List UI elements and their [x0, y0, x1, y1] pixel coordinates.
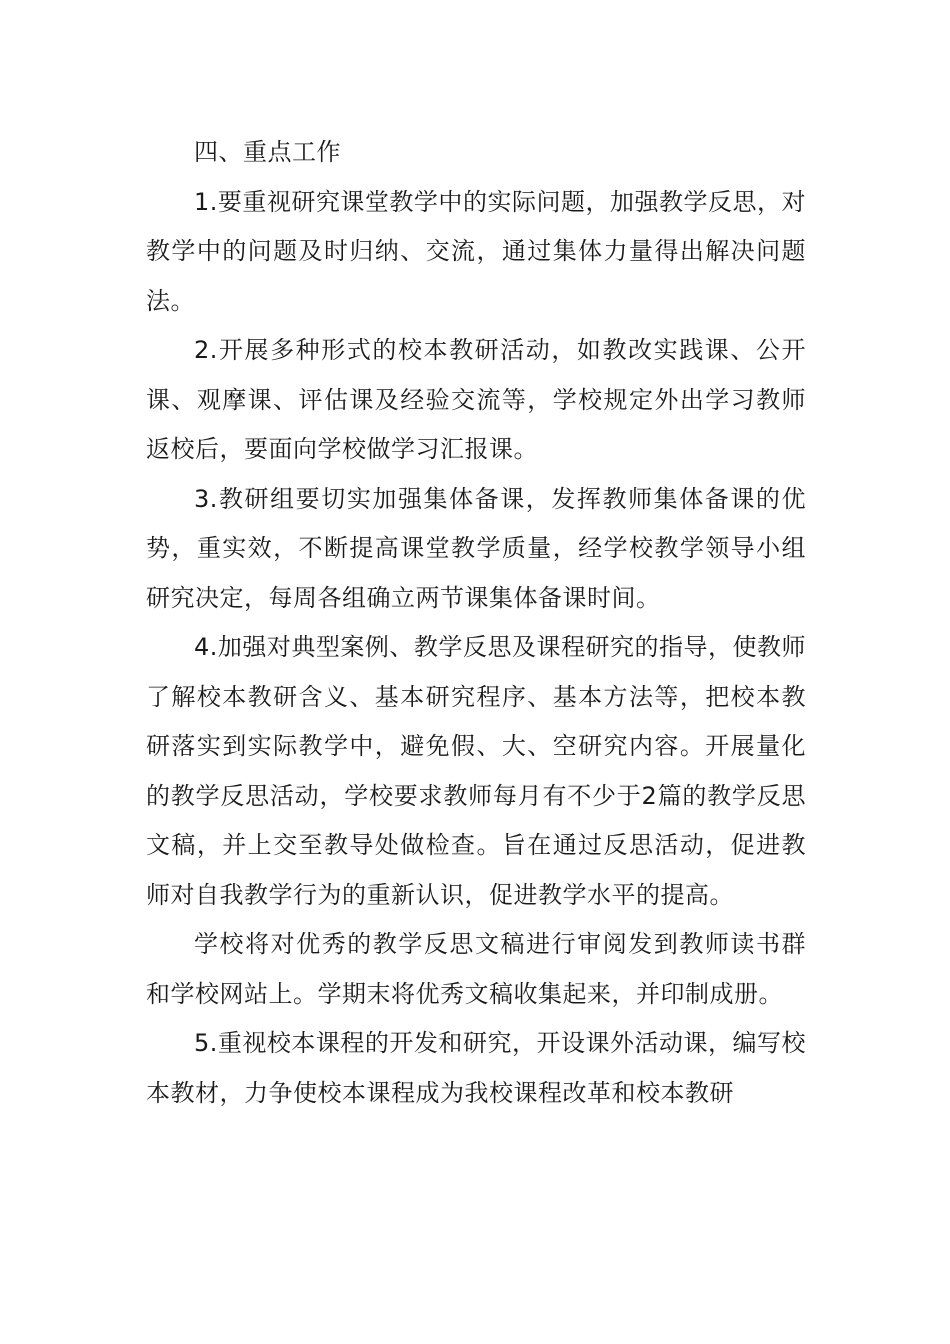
paragraph-2: 2.开展多种形式的校本教研活动，如教改实践课、公开课、观摩课、评估课及经验交流等，学校规定外出学习教师返校后，要面向学校做学习汇报课。	[146, 336, 806, 463]
section-heading: 四、重点工作	[194, 138, 341, 166]
paragraph-4: 4.加强对典型案例、教学反思及课程研究的指导，使教师了解校本教研含义、基本研究程序、基本方法等，把校本教研落实到实际教学中，避免假、大、空研究内容。开展量化的教学反思活动，学校要求教师每月有不少于2篇的教学反思文稿，并上交至教导处做检查。旨在通过反思活动，促进教师对自我教学行为的重新认识，促进教学水平的提高。	[146, 633, 806, 909]
paragraph-3: 3.教研组要切实加强集体备课，发挥教师集体备课的优势，重实效，不断提高课堂教学质量，经学校教学领导小组研究决定，每周各组确立两节课集体备课时间。	[146, 484, 806, 612]
paragraph-1: 1.要重视研究课堂教学中的实际问题，加强教学反思，对教学中的问题及时归纳、交流，通过集体力量得出解决问题法。	[146, 187, 806, 315]
document-body	[146, 128, 806, 1118]
paragraph-6: 5.重视校本课程的开发和研究，开设课外活动课，编写校本教材，力争使校本课程成为我校课程改革和校本教研	[146, 1029, 806, 1107]
paragraph-5: 学校将对优秀的教学反思文稿进行审阅发到教师读书群和学校网站上。学期末将优秀文稿收集起来，并印制成册。	[146, 930, 806, 1008]
